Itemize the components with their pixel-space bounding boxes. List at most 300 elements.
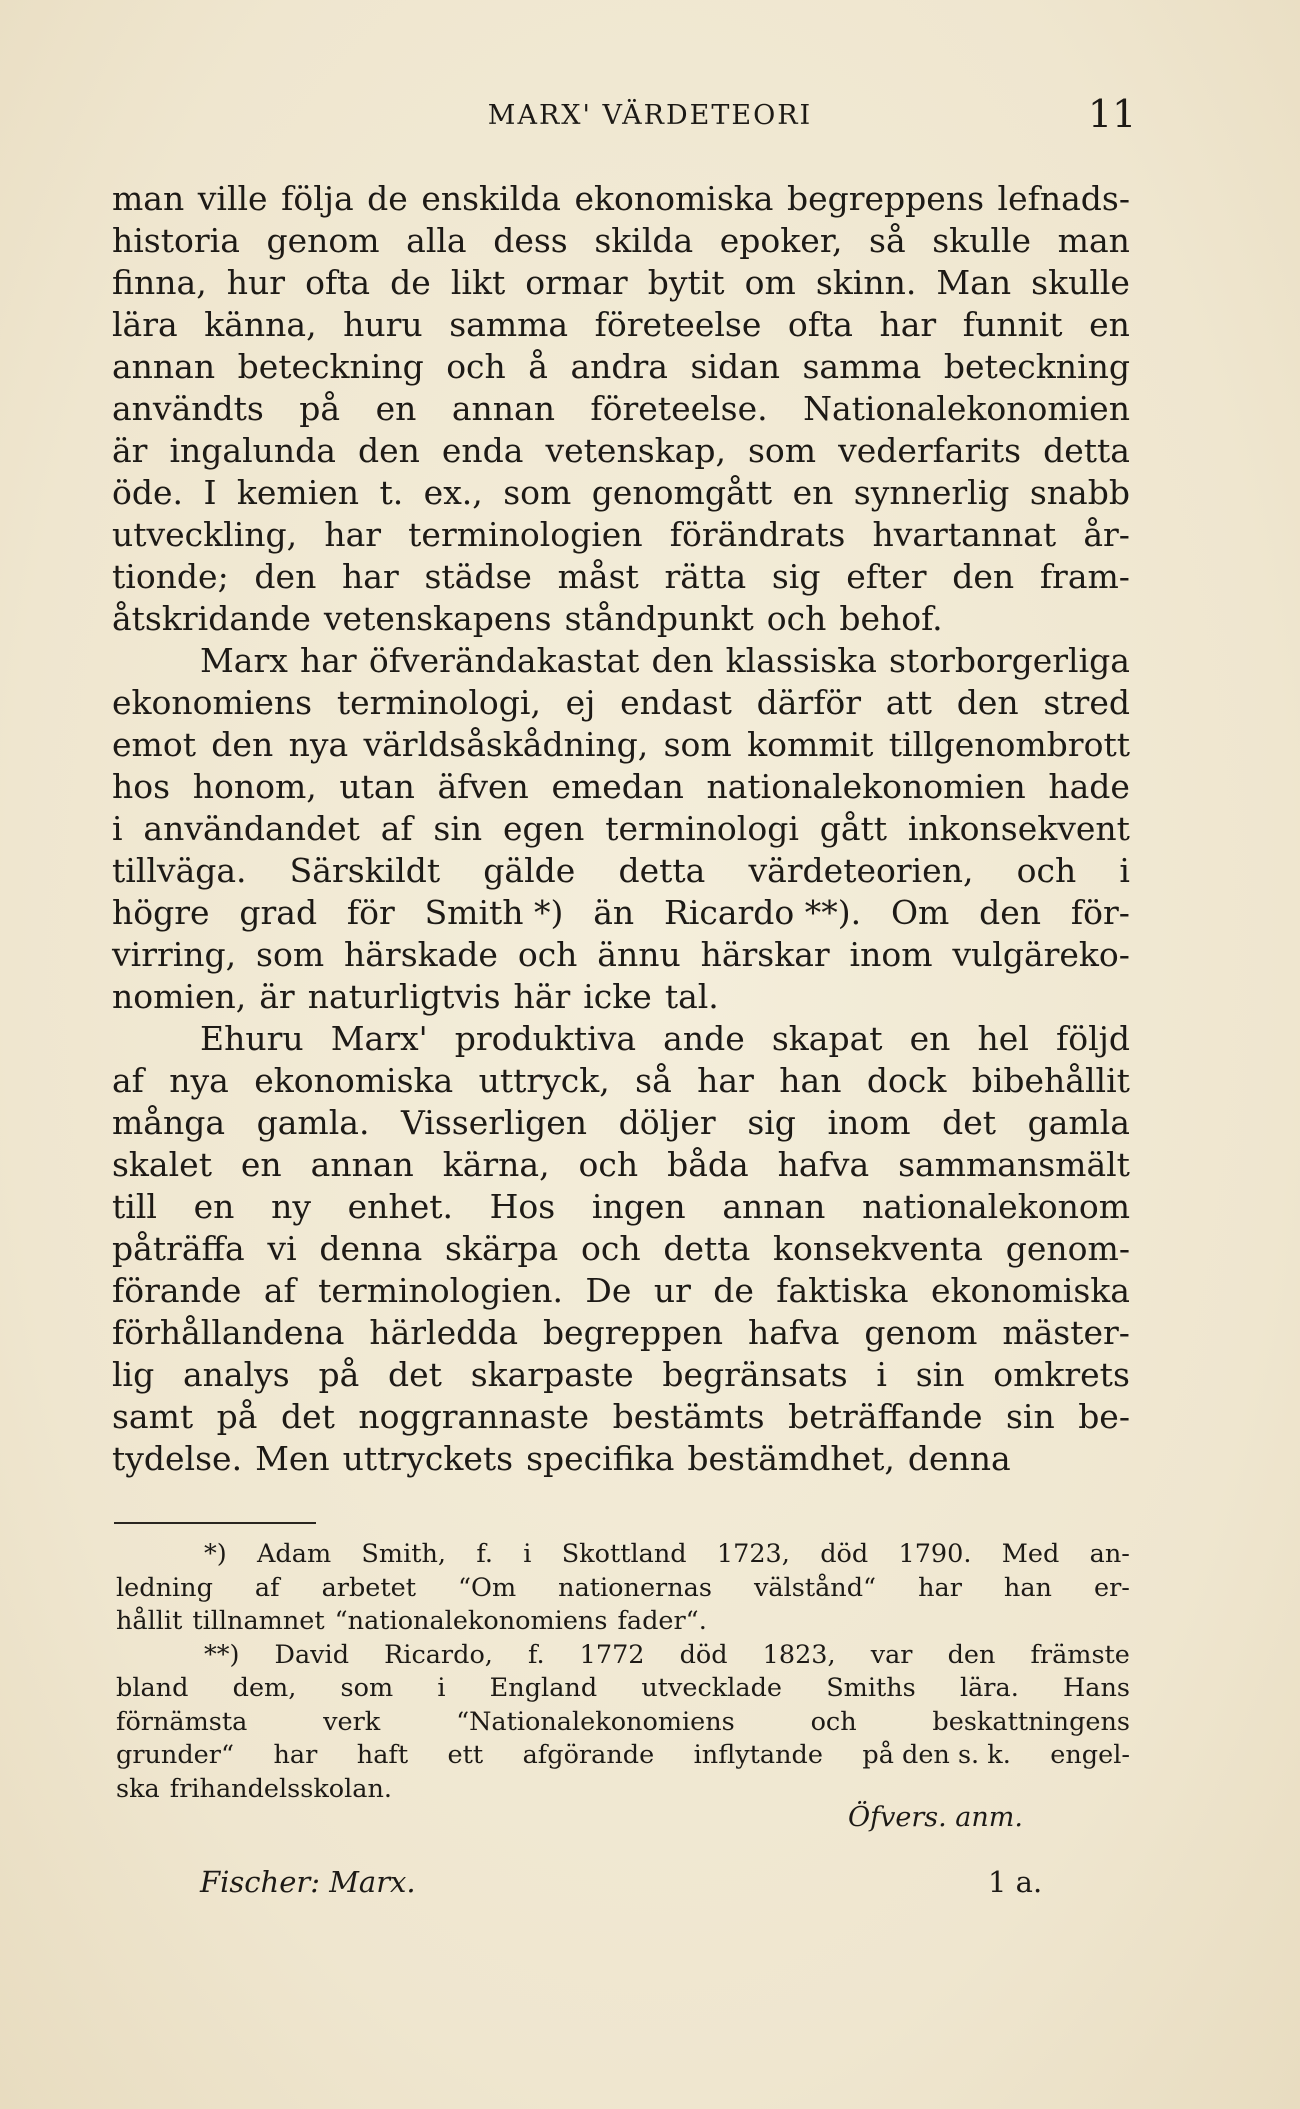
word: lära	[112, 305, 178, 344]
word: bytit	[647, 263, 725, 302]
word: företeelse	[594, 305, 762, 344]
word: analys	[182, 1355, 290, 1394]
word: Smith *)	[424, 893, 564, 932]
word: att	[885, 683, 932, 722]
text-line	[112, 556, 1130, 598]
word: faktiska	[776, 1271, 909, 1310]
word: skilda	[594, 221, 694, 260]
word: de	[367, 179, 408, 218]
word: sin	[915, 1355, 965, 1394]
word: samma	[449, 305, 569, 344]
word: skärpa	[445, 1229, 559, 1268]
word: i	[523, 1539, 532, 1569]
word: beskattningens	[932, 1706, 1130, 1737]
word: öde.	[112, 473, 184, 512]
word: är	[259, 977, 295, 1016]
word: än	[593, 893, 635, 932]
text-line	[112, 1312, 1130, 1354]
word: mäster-	[1002, 1313, 1130, 1352]
word: ingen	[591, 1187, 686, 1226]
word: terminologi	[605, 809, 799, 848]
word: genom	[266, 221, 380, 260]
word: genom-	[1005, 1229, 1130, 1268]
word: den	[979, 893, 1042, 932]
word: naturligtvis	[307, 977, 501, 1016]
word: historia	[112, 221, 240, 260]
word: så	[635, 1061, 672, 1100]
word: på	[318, 1355, 360, 1394]
word: den	[211, 725, 274, 764]
word: det	[280, 1397, 335, 1436]
word: och	[581, 1229, 641, 1268]
text-line	[112, 220, 1130, 262]
word: endast	[620, 683, 732, 722]
word: har	[342, 557, 399, 596]
word: Ricardo **).	[663, 893, 862, 932]
word: efter	[846, 557, 927, 596]
word: enda	[441, 431, 524, 470]
word: ekonomiska	[574, 179, 774, 218]
word: vetenskapens	[323, 599, 552, 638]
text-line	[112, 514, 1130, 556]
word: måst	[557, 557, 639, 596]
word: följa	[281, 179, 354, 218]
page-number: 11	[1088, 92, 1137, 136]
word: som	[256, 935, 325, 974]
word: en	[193, 1187, 235, 1226]
footnote-line	[116, 1538, 1130, 1572]
word: *)	[204, 1539, 227, 1569]
word: på	[299, 389, 341, 428]
text-line	[112, 1228, 1130, 1270]
word: den	[651, 641, 714, 680]
word: död	[679, 1639, 728, 1670]
word: skulle	[932, 221, 1032, 260]
word: en	[1089, 305, 1130, 344]
word: David	[274, 1639, 350, 1670]
word: dem,	[232, 1673, 297, 1703]
word: likt	[450, 263, 506, 302]
word: nationalekonom	[862, 1187, 1130, 1226]
word: 1823,	[762, 1639, 836, 1670]
word: konsekventa	[773, 1229, 983, 1268]
word: hos	[112, 767, 171, 806]
word: verk	[323, 1706, 381, 1737]
word: Hos	[489, 1187, 556, 1226]
word: påträffa	[112, 1229, 245, 1268]
word: en	[909, 1019, 951, 1058]
word: virring,	[112, 935, 237, 974]
word: synnerlig	[853, 473, 1010, 512]
word: inflytande	[693, 1740, 823, 1770]
word: företeelse.	[590, 389, 768, 428]
word: samma	[802, 347, 922, 386]
word: kemien	[236, 473, 360, 512]
word: hafva	[747, 1313, 840, 1352]
footnotes	[116, 1538, 1130, 1806]
word: finna,	[112, 263, 207, 302]
word: sidan	[690, 347, 780, 386]
word: och	[446, 347, 506, 386]
word: emot	[112, 725, 196, 764]
word: fader“.	[617, 1606, 707, 1636]
word: utan	[339, 767, 415, 806]
text-line	[112, 766, 1130, 808]
word: Men	[255, 1439, 330, 1478]
word: är	[112, 431, 148, 470]
word: Adam	[257, 1539, 332, 1569]
word: ledning	[116, 1572, 213, 1603]
text-line	[112, 1018, 1130, 1060]
word: produktiva	[454, 1019, 637, 1058]
word: ingalunda	[169, 431, 336, 470]
word: förande	[112, 1271, 242, 1310]
footnote-line	[116, 1605, 1130, 1639]
word: skapat	[771, 1019, 883, 1058]
word: städse	[424, 557, 532, 596]
footnote-line	[116, 1572, 1130, 1606]
word: var	[870, 1639, 913, 1670]
word: här	[513, 977, 571, 1016]
word: annan	[722, 1187, 826, 1226]
word: tydelse.	[112, 1439, 243, 1478]
word: t.	[379, 473, 404, 512]
word: klassiska	[725, 641, 877, 680]
word: funnit	[962, 305, 1063, 344]
word: sin	[1005, 1397, 1055, 1436]
word: snabb	[1029, 473, 1130, 512]
word: annan	[310, 1145, 414, 1184]
word: gått	[819, 809, 888, 848]
text-line	[112, 1144, 1130, 1186]
text-line	[112, 346, 1130, 388]
word: denna	[319, 1229, 423, 1268]
text-line	[112, 472, 1130, 514]
word: det	[388, 1355, 442, 1394]
word: som	[340, 1673, 394, 1703]
word: hafva	[777, 1145, 870, 1184]
word: å	[528, 347, 548, 386]
word: man	[112, 179, 185, 218]
word: skalet	[112, 1145, 212, 1184]
word: emedan	[551, 767, 684, 806]
word: tillgenombrott	[888, 725, 1130, 764]
word: ståndpunkt	[564, 599, 754, 638]
word: f.	[527, 1639, 545, 1670]
word: skulle	[1031, 263, 1130, 302]
word: och	[1016, 851, 1077, 890]
word: det	[942, 1103, 997, 1142]
word: om	[744, 263, 796, 302]
word: han	[779, 1061, 842, 1100]
word: Hans	[1063, 1673, 1130, 1703]
word: har	[300, 641, 357, 680]
text-line	[112, 850, 1130, 892]
footer-author-reference: Fischer: Marx.	[200, 1865, 416, 1899]
word: uttryck,	[478, 1061, 610, 1100]
word: nomien,	[112, 977, 247, 1016]
text-line	[112, 388, 1130, 430]
word: bestämdhet,	[687, 1439, 895, 1478]
word: detta	[1043, 431, 1130, 470]
word: alla	[406, 221, 467, 260]
word: annan	[112, 347, 216, 386]
word: så	[869, 221, 906, 260]
word: de	[713, 1271, 754, 1310]
word: kommit	[747, 725, 874, 764]
word: har	[324, 515, 382, 554]
word: död	[820, 1539, 869, 1569]
word: öfverändakastat	[368, 641, 640, 680]
word: Om	[890, 893, 950, 932]
word: lära.	[959, 1673, 1019, 1703]
word: Skottland	[561, 1539, 687, 1569]
text-line	[112, 892, 1130, 934]
word: uttryckets	[342, 1439, 514, 1478]
word: den	[952, 557, 1015, 596]
word: gälde	[483, 851, 576, 890]
word: fram-	[1039, 557, 1130, 596]
running-title: MARX' VÄRDETEORI	[487, 100, 813, 131]
word: detta	[618, 851, 706, 890]
word: ofta	[787, 305, 853, 344]
word: bibehållit	[971, 1061, 1130, 1100]
word: Med	[1001, 1539, 1060, 1569]
word: de	[390, 263, 431, 302]
word: ekonomiska	[254, 1061, 454, 1100]
word: tillväga.	[112, 851, 247, 890]
word: känna,	[204, 305, 317, 344]
text-line	[112, 262, 1130, 304]
word: därför	[756, 683, 862, 722]
word: på den s. k.	[862, 1740, 1011, 1770]
word: främste	[1030, 1639, 1130, 1670]
word: sig	[747, 1103, 796, 1142]
word: Man	[936, 263, 1012, 302]
word: genomgått	[591, 473, 773, 512]
word: skarpaste	[470, 1355, 634, 1394]
word: som	[747, 431, 817, 470]
body-text	[112, 178, 1130, 1480]
text-line	[112, 808, 1130, 850]
word: sig	[771, 557, 821, 596]
word: ekonomiens	[112, 683, 313, 722]
word: inkonsekvent	[907, 809, 1130, 848]
word: an-	[1089, 1539, 1130, 1569]
word: nya	[288, 725, 349, 764]
word: i	[112, 809, 123, 848]
word: följd	[1056, 1019, 1130, 1058]
word: för-	[1070, 893, 1130, 932]
word: som	[503, 473, 572, 512]
word: beteckning	[237, 347, 424, 386]
word: icke	[583, 977, 652, 1016]
text-line	[112, 1270, 1130, 1312]
word: noggrannaste	[358, 1397, 590, 1436]
word: bland	[116, 1673, 189, 1703]
word: båda	[667, 1145, 749, 1184]
word: 1723,	[716, 1539, 790, 1569]
word: I	[203, 473, 217, 512]
word: f.	[476, 1539, 493, 1569]
word: er-	[1094, 1572, 1130, 1603]
word: och	[517, 935, 578, 974]
word: utveckling,	[112, 515, 298, 554]
word: härskade	[344, 935, 498, 974]
word: ny	[271, 1187, 311, 1226]
word: detta	[663, 1229, 751, 1268]
word: ur	[653, 1271, 691, 1310]
word: egen	[502, 809, 585, 848]
word: hvartannat	[872, 515, 1057, 554]
word: genom	[864, 1313, 978, 1352]
word: nya	[169, 1061, 229, 1100]
word: haft	[356, 1740, 409, 1770]
word: afgörande	[522, 1740, 655, 1770]
word: man	[1057, 221, 1130, 260]
word: ex.,	[423, 473, 483, 512]
word: storborgerliga	[889, 641, 1130, 680]
footnote-line	[116, 1739, 1130, 1773]
word: andra	[570, 347, 668, 386]
word: tal.	[664, 977, 719, 1016]
word: terminologien.	[318, 1271, 564, 1310]
word: Ricardo,	[384, 1639, 493, 1670]
word: Nationalekonomien	[803, 389, 1130, 428]
word: kärna,	[442, 1145, 550, 1184]
word: grad	[239, 893, 318, 932]
text-line	[112, 598, 1130, 640]
word: begränsats	[662, 1355, 848, 1394]
word: sin	[433, 809, 483, 848]
word: lefnads-	[997, 179, 1130, 218]
word: vulgäreko-	[952, 935, 1130, 974]
word: England	[489, 1673, 598, 1703]
word: sammansmält	[898, 1145, 1130, 1184]
text-line	[112, 640, 1130, 682]
word: epoker,	[719, 221, 843, 260]
text-line	[112, 1354, 1130, 1396]
word: inom	[849, 935, 933, 974]
word: och	[810, 1706, 857, 1737]
footnote-rule	[114, 1522, 316, 1524]
word: vi	[267, 1229, 297, 1268]
word: år-	[1083, 515, 1130, 554]
word: dock	[866, 1061, 947, 1100]
word: Marx'	[330, 1019, 428, 1058]
word: härledda	[369, 1313, 519, 1352]
word: dess	[493, 221, 568, 260]
word: i	[1119, 851, 1130, 890]
word: som	[663, 725, 732, 764]
word: samt	[112, 1397, 194, 1436]
word: stred	[1043, 683, 1130, 722]
word: lig	[112, 1355, 155, 1394]
word: tillnamnet	[192, 1606, 325, 1636]
word: för	[346, 893, 395, 932]
word: användts	[112, 389, 264, 428]
word: på	[216, 1397, 258, 1436]
word: ej	[565, 683, 596, 722]
word: bestämts	[612, 1397, 765, 1436]
word: Visserligen	[401, 1103, 588, 1142]
word: användandet	[143, 809, 360, 848]
word: ett	[447, 1740, 484, 1770]
word: beteckning	[943, 347, 1130, 386]
text-line	[112, 1102, 1130, 1144]
word: ekonomiska	[930, 1271, 1130, 1310]
word: gamla.	[256, 1103, 370, 1142]
word: grunder“	[116, 1740, 234, 1770]
text-line	[112, 976, 1130, 1018]
word: en	[375, 389, 417, 428]
word: förhållandena	[112, 1313, 345, 1352]
word: specifika	[526, 1439, 675, 1478]
word: till	[112, 1187, 157, 1226]
word: tionde;	[112, 557, 229, 596]
word: 1772	[579, 1639, 645, 1670]
word: värdeteorien,	[748, 851, 974, 890]
word: har	[879, 305, 937, 344]
word: Marx	[200, 641, 288, 680]
word: enhet.	[347, 1187, 453, 1226]
word: äfven	[437, 767, 529, 806]
footnote-line	[116, 1706, 1130, 1740]
word: gamla	[1027, 1103, 1130, 1142]
word: ville	[197, 179, 268, 218]
word: huru	[343, 305, 423, 344]
word: och	[578, 1145, 639, 1184]
word: ska	[116, 1773, 160, 1804]
word: ormar	[525, 263, 628, 302]
word: en	[792, 473, 834, 512]
word: har	[273, 1740, 318, 1770]
text-line	[112, 178, 1130, 220]
footnote-line	[116, 1639, 1130, 1673]
word: han	[1003, 1572, 1052, 1603]
word: frihandelsskolan.	[169, 1773, 393, 1804]
word: ännu	[597, 935, 681, 974]
word: den	[254, 557, 317, 596]
text-line	[112, 1438, 1130, 1480]
text-line	[112, 430, 1130, 472]
word: Smith,	[361, 1539, 447, 1569]
word: högre	[112, 893, 210, 932]
footer-signature-mark: 1 a.	[988, 1865, 1043, 1899]
word: nationernas	[558, 1572, 712, 1603]
footnote-line	[116, 1773, 1130, 1807]
word: den	[357, 431, 420, 470]
text-line	[112, 682, 1130, 724]
text-line	[112, 724, 1130, 766]
word: förnämsta	[116, 1706, 248, 1737]
word: hur	[226, 263, 286, 302]
word: många	[112, 1103, 226, 1142]
word: inom	[827, 1103, 911, 1142]
word: denna	[907, 1439, 1011, 1478]
translator-note-signature: Öfvers. anm.	[848, 1802, 1023, 1833]
word: välstånd“	[753, 1572, 877, 1603]
word: honom,	[192, 767, 317, 806]
word: begreppens	[786, 179, 985, 218]
word: terminologi,	[336, 683, 541, 722]
word: af	[380, 809, 413, 848]
word: begreppen	[542, 1313, 724, 1352]
word: behof.	[839, 599, 943, 638]
word: terminologien	[408, 515, 643, 554]
word: förändrats	[669, 515, 846, 554]
word: enskilda	[421, 179, 561, 218]
